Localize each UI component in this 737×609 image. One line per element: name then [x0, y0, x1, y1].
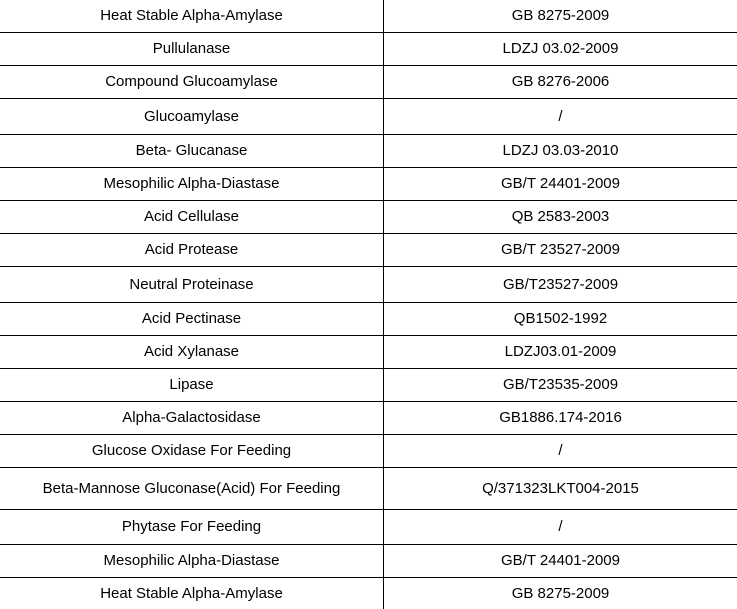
table-row: [0, 401, 737, 434]
product-name-cell: Heat Stable Alpha-Amylase: [0, 0, 384, 32]
table-row: [0, 32, 737, 65]
table-row: [0, 65, 737, 98]
product-name-cell: Acid Pectinase: [0, 302, 384, 335]
standard-code-cell: GB/T23527-2009: [384, 266, 737, 302]
table-row: [0, 434, 737, 467]
standard-code-cell: Q/371323LKT004-2015: [384, 467, 737, 509]
standard-code-cell: GB/T 23527-2009: [384, 233, 737, 266]
standard-code-cell: QB 2583-2003: [384, 200, 737, 233]
table-row: [0, 233, 737, 266]
standard-code-cell: /: [384, 98, 737, 134]
product-name-cell: Neutral Proteinase: [0, 266, 384, 302]
product-name-cell: Heat Stable Alpha-Amylase: [0, 577, 384, 609]
product-name-cell: Mesophilic Alpha-Diastase: [0, 544, 384, 577]
standard-code-cell: LDZJ 03.02-2009: [384, 32, 737, 65]
table-row: [0, 0, 737, 32]
product-name-cell: Alpha-Galactosidase: [0, 401, 384, 434]
product-name-cell: Beta-Mannose Gluconase(Acid) For Feeding: [0, 467, 384, 509]
product-name-cell: Acid Protease: [0, 233, 384, 266]
table-row: [0, 335, 737, 368]
table-row: [0, 577, 737, 609]
product-name-cell: Acid Xylanase: [0, 335, 384, 368]
table-row: [0, 167, 737, 200]
table-row: [0, 467, 737, 509]
standard-code-cell: LDZJ03.01-2009: [384, 335, 737, 368]
table-row: [0, 134, 737, 167]
table-row: [0, 368, 737, 401]
table-row: [0, 302, 737, 335]
product-name-cell: Acid Cellulase: [0, 200, 384, 233]
product-name-cell: Glucose Oxidase For Feeding: [0, 434, 384, 467]
product-name-cell: Mesophilic Alpha-Diastase: [0, 167, 384, 200]
standard-code-cell: QB1502-1992: [384, 302, 737, 335]
product-name-cell: Compound Glucoamylase: [0, 65, 384, 98]
table-row: [0, 266, 737, 302]
table-row: [0, 509, 737, 544]
standard-code-cell: GB 8275-2009: [384, 0, 737, 32]
standard-code-cell: /: [384, 509, 737, 544]
standard-code-cell: /: [384, 434, 737, 467]
product-name-cell: Beta- Glucanase: [0, 134, 384, 167]
standard-code-cell: GB 8275-2009: [384, 577, 737, 609]
standard-code-cell: LDZJ 03.03-2010: [384, 134, 737, 167]
standard-code-cell: GB 8276-2006: [384, 65, 737, 98]
standard-code-cell: GB1886.174-2016: [384, 401, 737, 434]
table-row: [0, 544, 737, 577]
standard-code-cell: GB/T 24401-2009: [384, 167, 737, 200]
product-name-cell: Pullulanase: [0, 32, 384, 65]
product-name-cell: Glucoamylase: [0, 98, 384, 134]
table-row: [0, 200, 737, 233]
standard-code-cell: GB/T 24401-2009: [384, 544, 737, 577]
table-row: [0, 98, 737, 134]
product-name-cell: Lipase: [0, 368, 384, 401]
product-name-cell: Phytase For Feeding: [0, 509, 384, 544]
standard-code-cell: GB/T23535-2009: [384, 368, 737, 401]
